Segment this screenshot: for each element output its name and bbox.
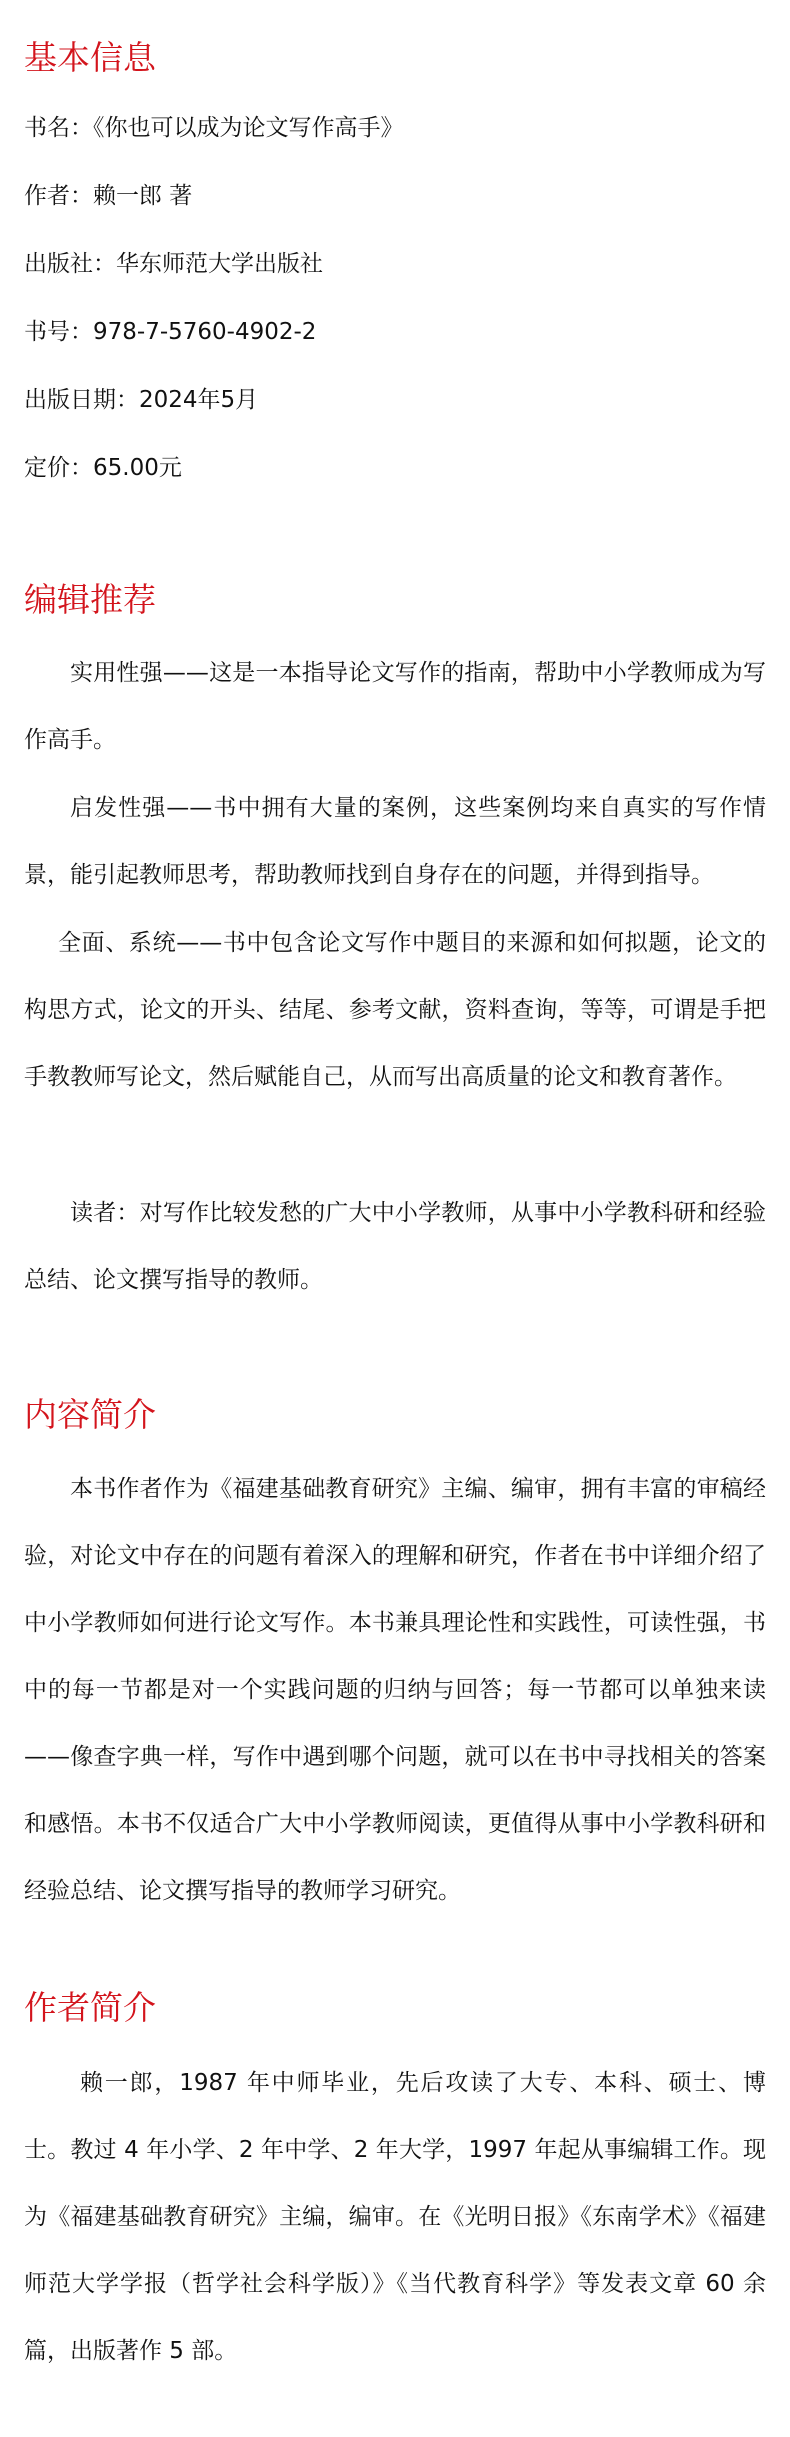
author-intro-heading: 作者简介 — [24, 1988, 156, 2027]
content-summary-paragraph: 本书作者作为《福建基础教育研究》主编、编审，拥有丰富的审稿经验，对论文中存在的问题有着深入的理解和研究，作者在书中详细介绍了中小学教师如何进行论文写作。本书兼具理论性和实践性，可读性强，书中的每一节都是对一个实践问题的归纳与回答；每一节都可以单独来读——像查字典一样，写作中遇到哪个问题，就可以在书中寻找相关的答案和感悟。本书不仅适合广大中小学教师阅读，更值得从事中小学教科研和经验总结、论文撰写指导的教师学习研究。 — [24, 1476, 766, 1904]
author-line: 作者：赖一郎 著 — [24, 183, 193, 209]
recommendation-paragraph-4: 读者：对写作比较发愁的广大中小学教师，从事中小学教科研和经验总结、论文撰写指导的教师。 — [24, 1200, 766, 1293]
basic-info-heading: 基本信息 — [24, 38, 156, 77]
editor-recommendation-heading: 编辑推荐 — [24, 580, 156, 619]
recommendation-paragraph-2: 启发性强——书中拥有大量的案例，这些案例均来自真实的写作情景，能引起教师思考，帮助教师找到自身存在的问题，并得到指导。 — [24, 795, 766, 888]
pub-date-line: 出版日期：2024年5月 — [24, 387, 259, 413]
publisher-line: 出版社：华东师范大学出版社 — [24, 251, 323, 277]
recommendation-paragraph-1: 实用性强——这是一本指导论文写作的指南，帮助中小学教师成为写作高手。 — [24, 660, 766, 753]
content-summary-heading: 内容简介 — [24, 1395, 156, 1434]
book-title-line: 书名：《你也可以成为论文写作高手》 — [24, 115, 404, 141]
recommendation-paragraph-3: 全面、系统——书中包含论文写作中题目的来源和如何拟题，论文的构思方式，论文的开头、结尾、参考文献，资料查询，等等，可谓是手把手教教师写论文，然后赋能自己，从而写出高质量的论文和教育著作。 — [24, 930, 766, 1090]
price-line: 定价：65.00元 — [24, 455, 182, 481]
author-intro-paragraph: 赖一郎，1987 年中师毕业，先后攻读了大专、本科、硕士、博士。教过 4 年小学、2 年中学、2 年大学，1997 年起从事编辑工作。现为《福建基础教育研究》主编，编审。在《光明日报》《东南学术》《福建师范大学学报（哲学社会科学版）》《当代教育科学》等发表文章 60 余篇，出版著作 5 部。 — [24, 2070, 766, 2364]
isbn-line: 书号：978-7-5760-4902-2 — [24, 319, 317, 345]
